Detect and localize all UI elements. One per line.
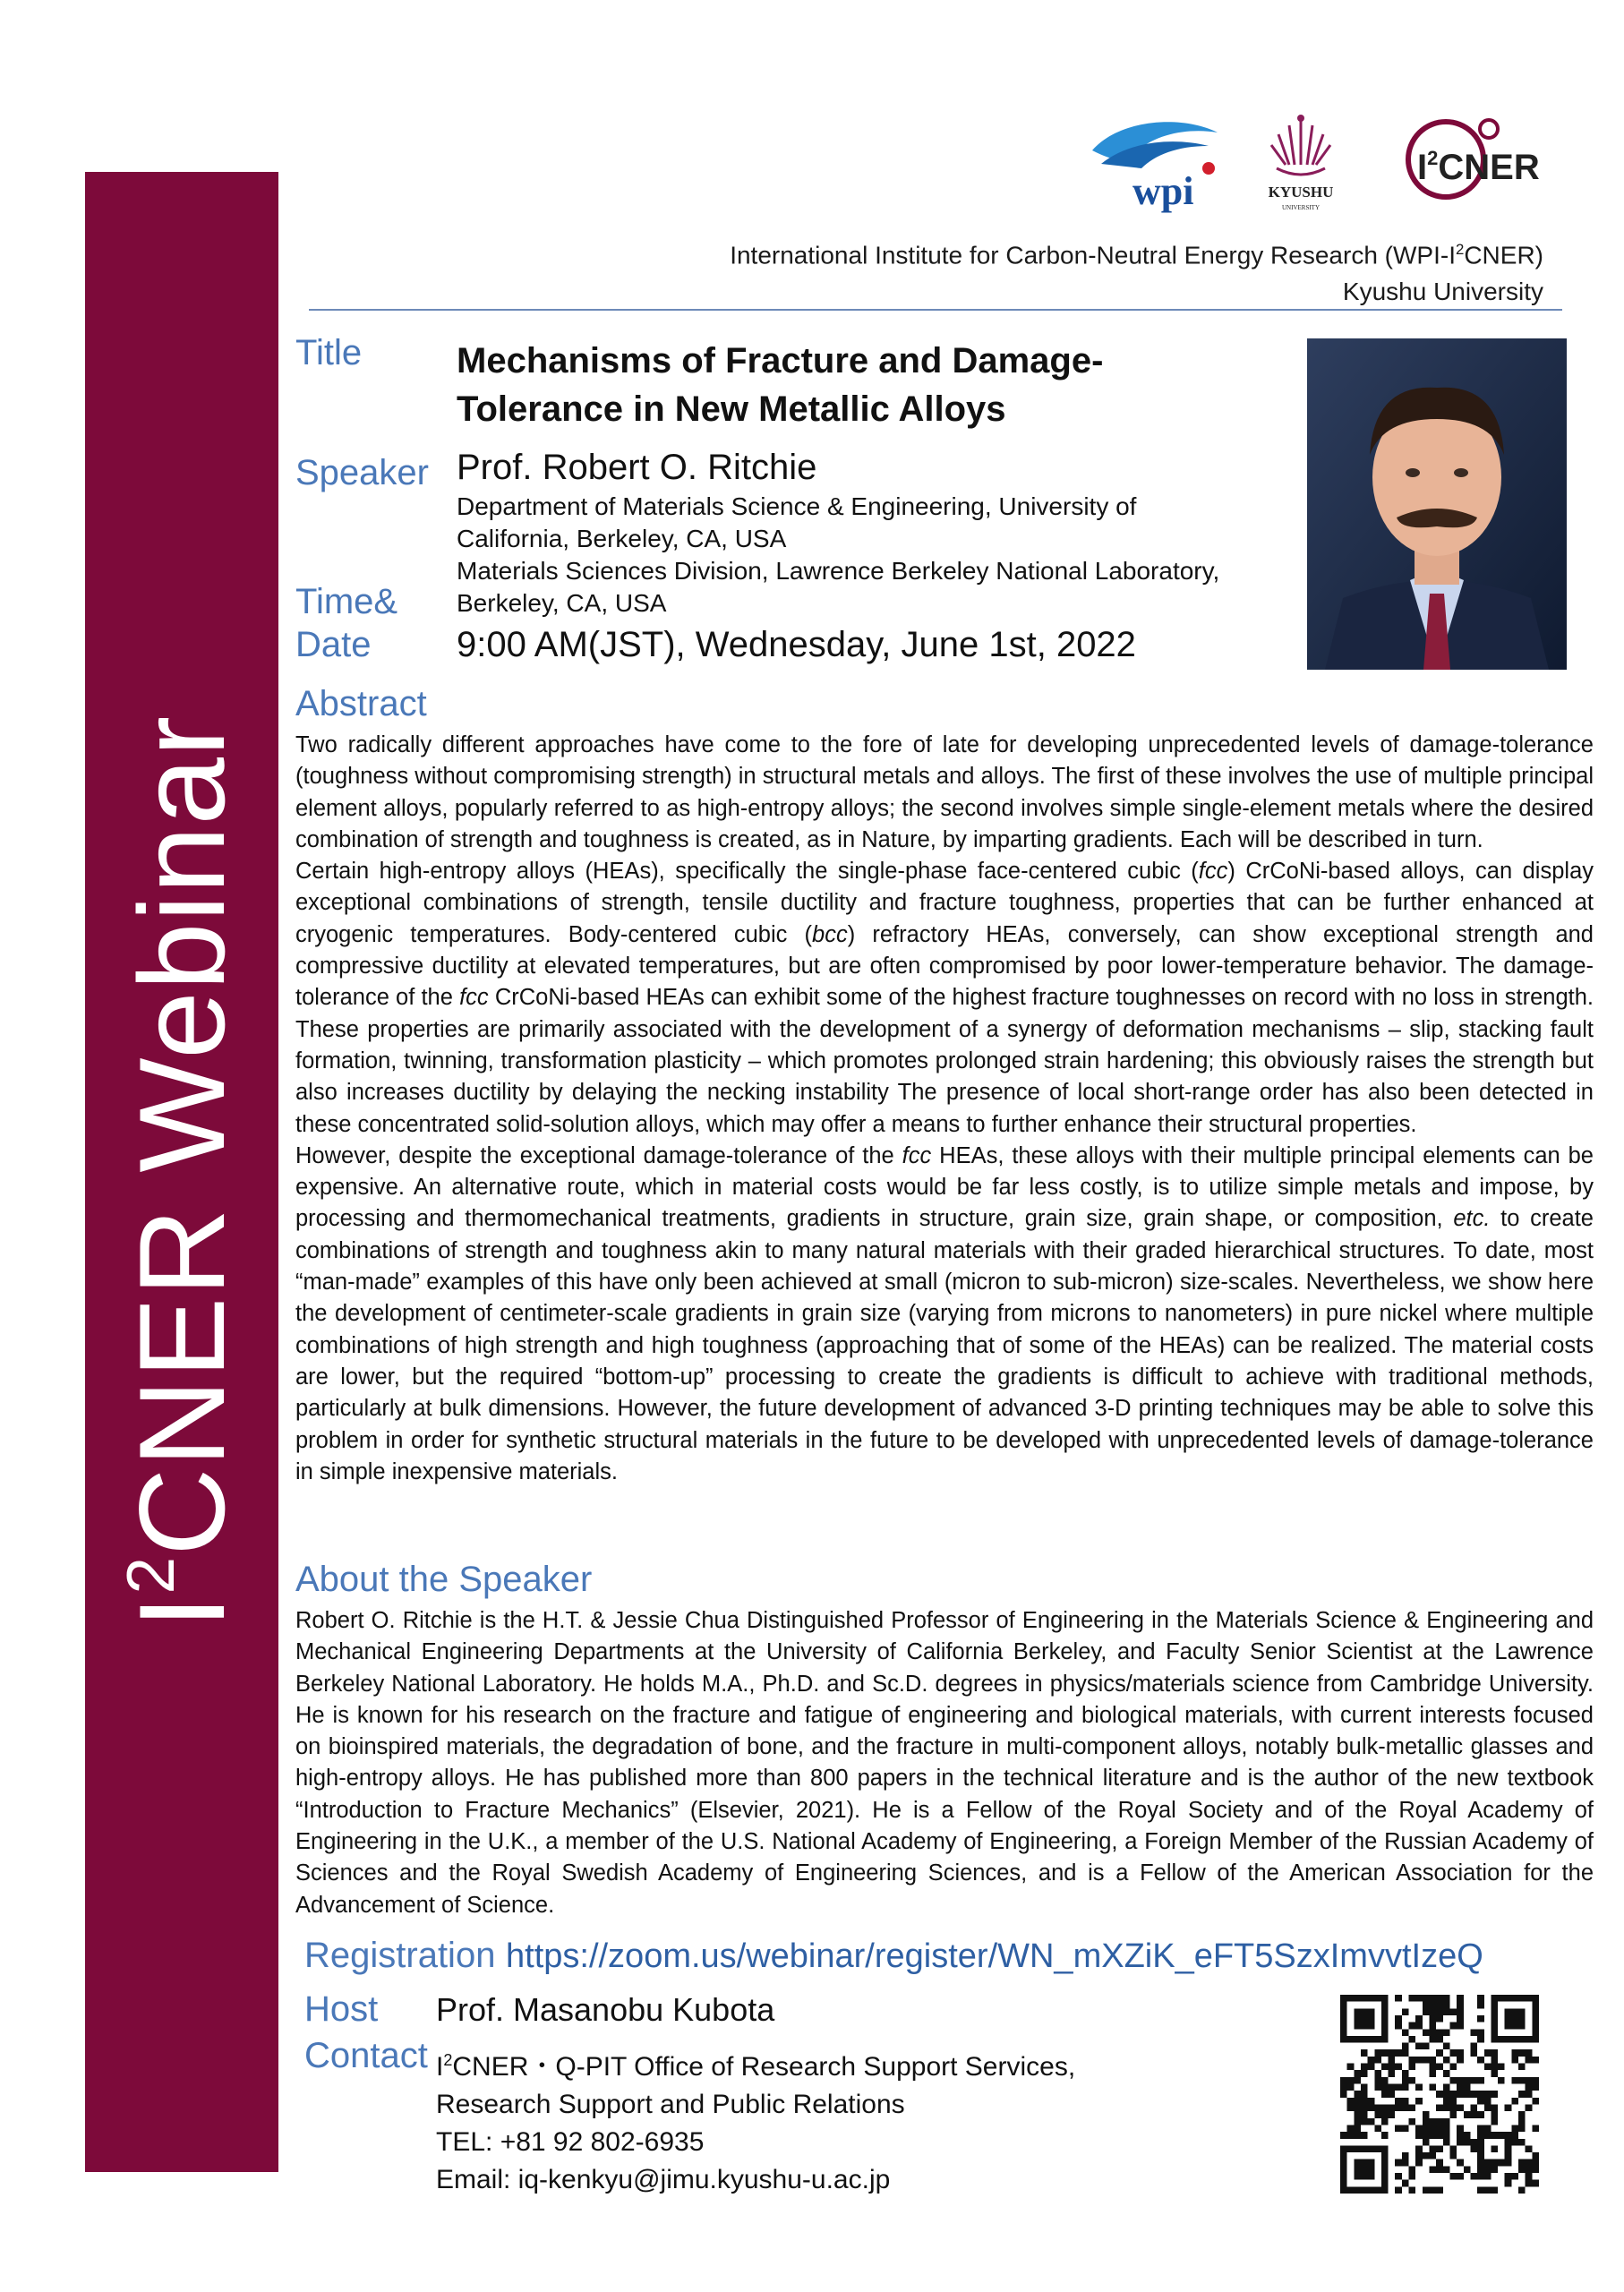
svg-text:UNIVERSITY: UNIVERSITY [1282, 204, 1320, 211]
talk-title: Mechanisms of Fracture and Damage- Tolerance in New Metallic Alloys [457, 341, 1104, 429]
kyushu-university-emblem-icon [1252, 109, 1350, 217]
abstract-paragraph: Certain high-entropy alloys (HEAs), specifically the single-phase face-centered cubic (fcc) CrCoNi-based alloys, can display exceptional combinations of strength, tensile ductility and fracture toughness, properties that can be further enhanced at cryogenic temperatures. Body-centered cubic (bcc) refractory HEAs, conversely, can show exceptional strength and compressive ductility at elevated temperatures, but are often compromised by poor lower-temperature behavior. The damage-tolerance of the fcc CrCoNi-based HEAs can exhibit some of the highest fracture toughnesses on record with no loss in strength. These properties are primarily associated with the development of a synergy of deformation mechanisms – slip, stacking fault formation, twinning, transformation plasticity – which promotes prolonged strain hardening; this obviously raises the strength but also increases ductility by delaying the necking instability The presence of local short-range order has also been detected in these concentrated solid-solution alloys, which may offer a means to further enhance their structural properties. [295, 859, 1594, 1137]
contact-email[interactable]: Email: iq-kenkyu@jimu.kyushu-u.ac.jp [436, 2165, 891, 2194]
abstract-paragraph: However, despite the exceptional damage-tolerance of the fcc HEAs, these alloys with their multiple principal elements can be expensive. An alternative route, which in material costs would be far less costly, is to utilize simple metals and impose, by processing and thermomechanical treatments, gradients in structure, grain size, grain shape, or composition, etc. to create combinations of strength and toughness akin to many natural materials with their graded hierarchical structures. To date, most “man-made” examples of this have only been achieved at small (micron to sub-micron) size-scales. Nevertheless, we show here the development of centimeter-scale gradients in grain size (varying from microns to nanometers) in pure nickel where multiple combinations of high strength and high toughness (approaching that of some of the HEAs) can be realized. The material costs are lower, but the required “bottom-up” processing to create the gradients is difficult to achieve with traditional methods, particularly at bulk dimensions. However, the future development of advanced 3-D printing techniques may be able to solve this problem in order for synthetic structural materials in the future to be developed with unprecedented levels of damage-tolerance in simple inexpensive materials. [295, 1142, 1594, 1484]
event-datetime: 9:00 AM(JST), Wednesday, June 1st, 2022 [457, 625, 1136, 664]
title-label: Title [295, 333, 363, 372]
speaker-portrait-photo [1307, 338, 1567, 670]
contact-phone: TEL: +81 92 802-6935 [436, 2127, 705, 2157]
host-label: Host [304, 1989, 379, 2029]
about-speaker-label: About the Speaker [295, 1560, 593, 1599]
speaker-name: Prof. Robert O. Ritchie [457, 448, 817, 487]
contact-label: Contact [304, 2036, 428, 2075]
webinar-banner [85, 172, 278, 2172]
institute-name: International Institute for Carbon-Neutral Energy Research $(WPI-I^2CNER)$ [730, 241, 1543, 269]
contact-department: Research Support and Public Relations [436, 2090, 905, 2119]
registration-link[interactable]: https://zoom.us/webinar/register/WN_mXZiK_eFT5SzxImvvtIzeQ [506, 1937, 1483, 1975]
abstract-label: Abstract [295, 684, 427, 723]
qr-code-icon[interactable] [1340, 1995, 1539, 2194]
university-name: Kyushu University [1342, 278, 1543, 306]
svg-text:I2CNER: $I^2CNER$ [1417, 147, 1540, 187]
banner-title: $I^2CNER$ Webinar [112, 714, 251, 1629]
host-name: Prof. Masanobu Kubota [436, 1991, 775, 2028]
icner-logo-icon [1383, 115, 1562, 204]
abstract-body [295, 730, 1594, 1488]
wpi-logo-icon [1083, 115, 1227, 213]
speaker-label: Speaker [295, 453, 429, 492]
abstract-paragraph: Two radically different approaches have come to the fore of late for developing unprecedented levels of damage-tolerance (toughness without compromising strength) in structural metals and alloys. The first of these involves the use of multiple principal element alloys, popularly referred to as high-entropy alloys; the second involves simple single-element metals where the desired combination of strength and toughness is created, as in Nature, by imparting gradients. Each will be described in turn. [295, 732, 1594, 852]
svg-text:wpi: wpi [1133, 169, 1194, 213]
registration-label: Registration [304, 1936, 496, 1975]
about-speaker-body: Robert O. Ritchie is the H.T. & Jessie Chua Distinguished Professor of Engineering in the Materials Science & Engineering and Mechanical Engineering Departments at the University of California Berkeley, and Faculty Senior Scientist at the Lawrence Berkeley National Laboratory. He holds M.A., Ph.D. and Sc.D. degrees in physics/materials science from Cambridge University. He is known for his research on the fracture and fatigue of engineering and biological materials, with current interests focused on bioinspired materials, the degradation of bone, and the fracture in multi-component alloys, notably bulk-metallic glasses and high-entropy alloys. He has published more than 800 papers in the technical literature and is the author of the new textbook “Introduction to Fracture Mechanics” (Elsevier, 2021). He is a Fellow of the Royal Society and of the Royal Academy of Engineering in the U.K., a member of the U.S. National Academy of Engineering, a Foreign Member of the Russian Academy of Sciences and the Royal Swedish Academy of Engineering Sciences, and is a Fellow of the American Association for the Advancement of Science. [295, 1608, 1594, 1918]
svg-text:KYUSHU: KYUSHU [1268, 184, 1334, 201]
time-date-label: Time& Date [295, 582, 398, 664]
contact-office: $I^2CNER$・Q-PIT Office of Research Support Services, [436, 2051, 1076, 2082]
institute-heading [730, 231, 1543, 310]
speaker-affiliations: Department of Materials Science & Engineering, University of California, Berkeley, CA, USA Materials Sciences Division, Lawrence Berkeley National Laboratory, Berkeley, CA, USA [457, 492, 1220, 617]
header-divider [309, 309, 1562, 311]
contact-details [436, 2041, 1075, 2199]
